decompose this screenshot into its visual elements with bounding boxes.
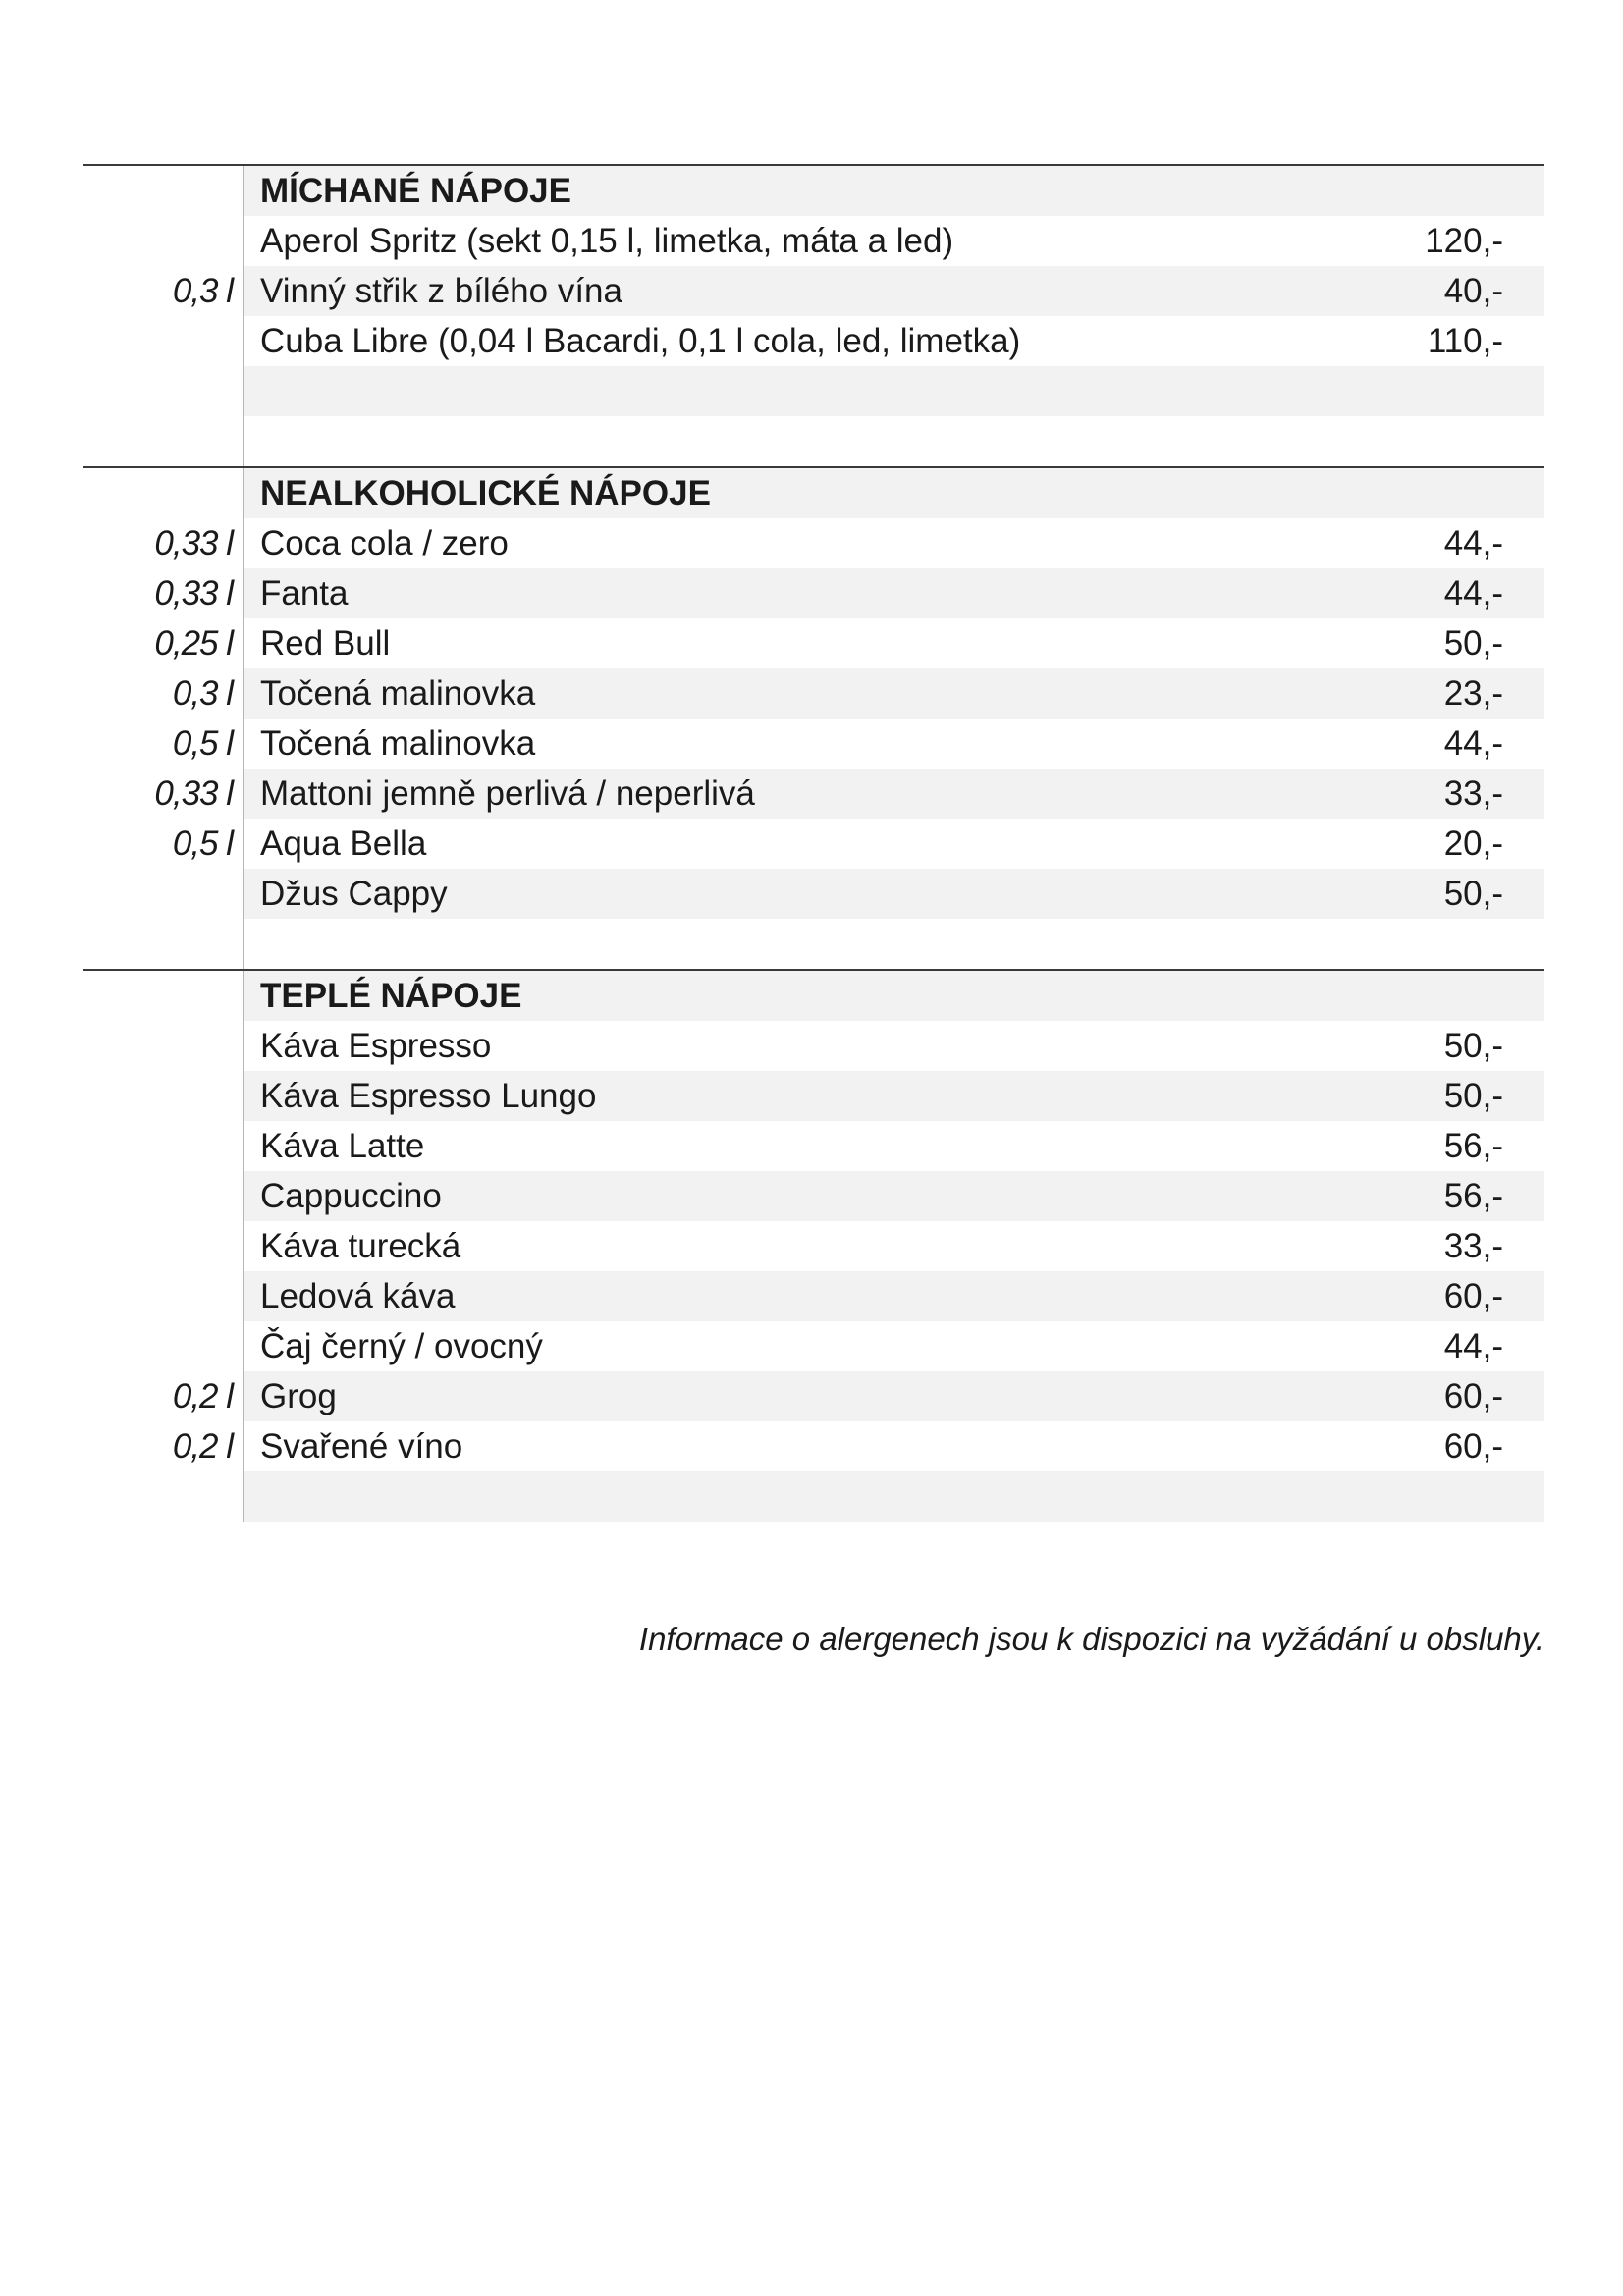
volume-cell: 0,5 l xyxy=(83,819,244,869)
volume-cell xyxy=(83,1071,244,1121)
volume-cell: 0,25 l xyxy=(83,618,244,668)
item-name: Grog xyxy=(260,1377,337,1415)
volume-cell xyxy=(83,1271,244,1321)
item-price: 44,- xyxy=(1443,724,1503,763)
menu-row xyxy=(83,216,1544,266)
volume-cell xyxy=(83,919,244,969)
menu-row xyxy=(83,1421,1544,1471)
volume-cell xyxy=(83,1171,244,1221)
empty-row xyxy=(83,1471,1544,1522)
item-name: Káva turecká xyxy=(260,1227,461,1265)
menu-row xyxy=(83,1171,1544,1221)
item-price: 56,- xyxy=(1443,1127,1503,1165)
item-name: Cuba Libre (0,04 l Bacardi, 0,1 l cola, led, limetka) xyxy=(260,322,1021,360)
item-price: 33,- xyxy=(1443,1227,1503,1265)
item-price: 60,- xyxy=(1443,1427,1503,1466)
item-name: Točená malinovka xyxy=(260,674,536,713)
volume-cell xyxy=(83,1021,244,1071)
item-price: 50,- xyxy=(1443,1027,1503,1065)
section-header-row xyxy=(83,166,1544,216)
volume-cell xyxy=(83,468,244,518)
volume-cell xyxy=(83,1471,244,1522)
item-price: 50,- xyxy=(1443,1077,1503,1115)
drinks-menu xyxy=(83,164,1544,1522)
allergen-note: Informace o alergenech jsou k dispozici na vyžádání u obsluhy. xyxy=(638,1621,1544,1657)
item-name: Džus Cappy xyxy=(260,875,448,913)
item-name: Káva Espresso Lungo xyxy=(260,1077,597,1115)
menu-row xyxy=(83,668,1544,719)
section-title: TEPLÉ NÁPOJE xyxy=(260,977,522,1015)
menu-row xyxy=(83,568,1544,618)
item-price: 44,- xyxy=(1443,524,1503,562)
menu-row xyxy=(83,819,1544,869)
item-price: 50,- xyxy=(1443,624,1503,663)
menu-row xyxy=(83,1021,1544,1071)
volume-cell: 0,33 l xyxy=(83,568,244,618)
volume-cell xyxy=(83,1121,244,1171)
menu-row xyxy=(83,518,1544,568)
section-header-row xyxy=(83,971,1544,1021)
item-price: 44,- xyxy=(1443,1327,1503,1365)
menu-row xyxy=(83,1071,1544,1121)
volume-cell xyxy=(83,869,244,919)
section-header-row xyxy=(83,468,1544,518)
item-name: Coca cola / zero xyxy=(260,524,509,562)
empty-row xyxy=(83,919,1544,969)
item-price: 20,- xyxy=(1443,825,1503,863)
item-name: Vinný střik z bílého vína xyxy=(260,272,622,310)
volume-cell: 0,33 l xyxy=(83,518,244,568)
item-name: Mattoni jemně perlivá / neperlivá xyxy=(260,774,755,813)
volume-cell: 0,2 l xyxy=(83,1371,244,1421)
item-name: Čaj černý / ovocný xyxy=(260,1327,543,1365)
item-price: 110,- xyxy=(1427,322,1503,360)
volume-cell xyxy=(83,971,244,1021)
volume-cell xyxy=(83,1221,244,1271)
section-title: MÍCHANÉ NÁPOJE xyxy=(260,172,571,210)
menu-row xyxy=(83,618,1544,668)
menu-row xyxy=(83,1271,1544,1321)
item-price: 23,- xyxy=(1443,674,1503,713)
volume-cell: 0,3 l xyxy=(83,266,244,316)
volume-cell xyxy=(83,416,244,466)
menu-row xyxy=(83,869,1544,919)
menu-row xyxy=(83,1321,1544,1371)
item-price: 120,- xyxy=(1425,222,1503,260)
item-name: Točená malinovka xyxy=(260,724,536,763)
section-title: NEALKOHOLICKÉ NÁPOJE xyxy=(260,474,711,512)
empty-row xyxy=(83,366,1544,416)
menu-row xyxy=(83,719,1544,769)
menu-row xyxy=(83,266,1544,316)
volume-cell xyxy=(83,216,244,266)
menu-row xyxy=(83,316,1544,366)
section-mixed-drinks xyxy=(83,164,1544,466)
item-name: Svařené víno xyxy=(260,1427,463,1466)
item-name: Káva Latte xyxy=(260,1127,425,1165)
volume-cell: 0,3 l xyxy=(83,668,244,719)
item-name: Red Bull xyxy=(260,624,391,663)
section-hot-drinks xyxy=(83,969,1544,1522)
menu-row xyxy=(83,769,1544,819)
item-name: Káva Espresso xyxy=(260,1027,492,1065)
volume-cell xyxy=(83,316,244,366)
menu-row xyxy=(83,1221,1544,1271)
item-name: Cappuccino xyxy=(260,1177,442,1215)
item-price: 60,- xyxy=(1443,1377,1503,1415)
section-soft-drinks xyxy=(83,466,1544,969)
volume-cell xyxy=(83,166,244,216)
menu-row xyxy=(83,1371,1544,1421)
volume-cell: 0,33 l xyxy=(83,769,244,819)
item-name: Ledová káva xyxy=(260,1277,456,1315)
volume-cell xyxy=(83,1321,244,1371)
empty-row xyxy=(83,416,1544,466)
volume-cell: 0,2 l xyxy=(83,1421,244,1471)
item-price: 60,- xyxy=(1443,1277,1503,1315)
item-price: 40,- xyxy=(1443,272,1503,310)
item-name: Aqua Bella xyxy=(260,825,427,863)
item-name: Aperol Spritz (sekt 0,15 l, limetka, máta a led) xyxy=(260,222,954,260)
item-name: Fanta xyxy=(260,574,349,613)
item-price: 44,- xyxy=(1443,574,1503,613)
item-price: 33,- xyxy=(1443,774,1503,813)
item-price: 50,- xyxy=(1443,875,1503,913)
item-price: 56,- xyxy=(1443,1177,1503,1215)
volume-cell xyxy=(83,366,244,416)
menu-row xyxy=(83,1121,1544,1171)
volume-cell: 0,5 l xyxy=(83,719,244,769)
